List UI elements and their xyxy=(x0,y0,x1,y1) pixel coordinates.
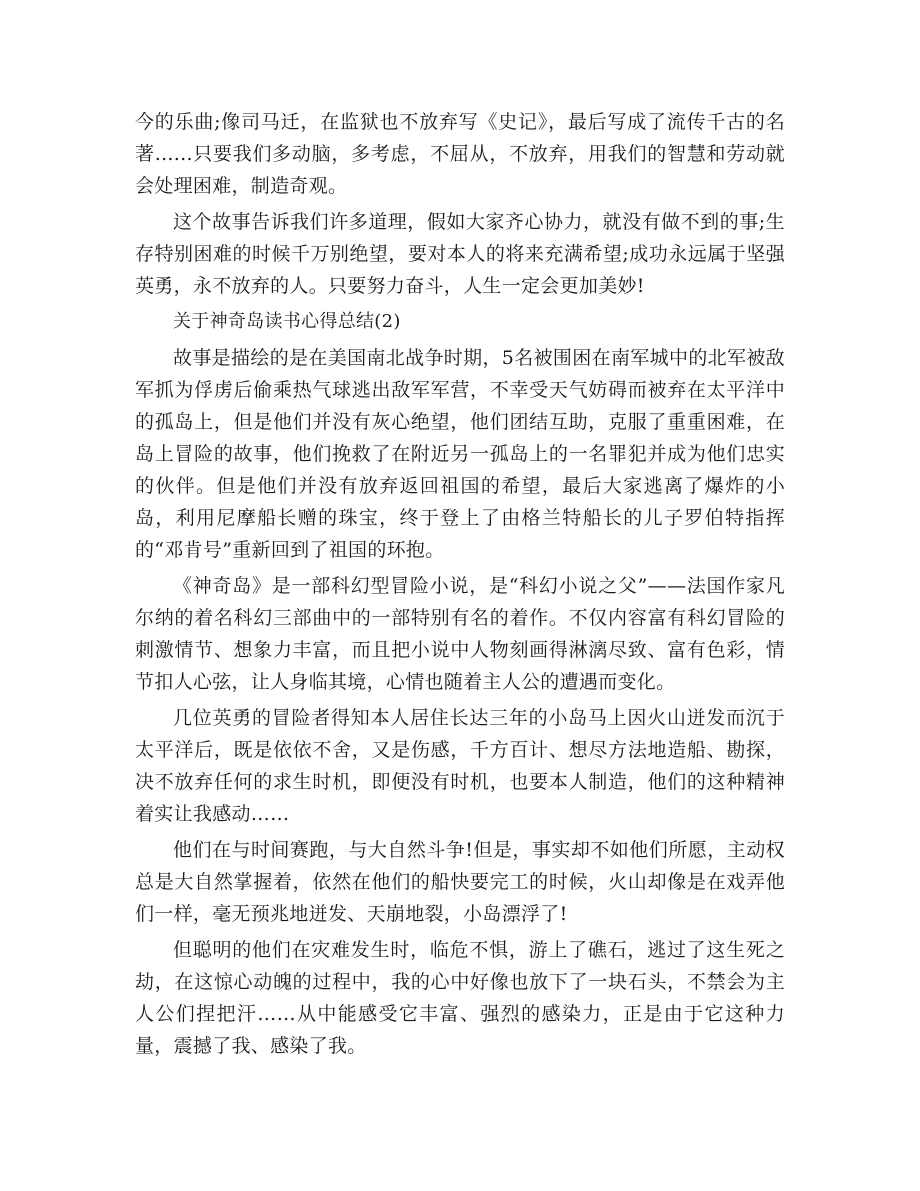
section-heading: 关于神奇岛读书心得总结(2) xyxy=(173,311,401,332)
paragraph-race-against-time: 他们在与时间赛跑，与大自然斗争!但是，事实却不如他们所愿，主动权总是大自然掌握着，依然在他们的船快要完工的时候，火山却像是在戏弄他们一样，毫无预兆地迸发、天崩地裂，小岛漂浮了! xyxy=(135,839,785,925)
paragraph-lessons: 这个故事告诉我们许多道理，假如大家齐心协力，就没有做不到的事;生存特别困难的时候千万别绝望，要对本人的将来充满希望;成功永远属于坚强英勇，永不放弃的人。只要努力奋斗，人生一定会更加美妙! xyxy=(135,211,785,297)
paragraph-conclusion: 但聪明的他们在灾难发生时，临危不惧，游上了礁石，逃过了这生死之劫，在这惊心动魄的过程中，我的心中好像也放下了一块石头，不禁会为主人公们捏把汗……从中能感受它丰富、强烈的感染力，正是由于它这种力量，震撼了我、感染了我。 xyxy=(135,939,785,1057)
paragraph-story-summary: 故事是描绘的是在美国南北战争时期，5名被围困在南军城中的北军被敌军抓为俘虏后偷乘热气球逃出敌军军营，不幸受天气妨碍而被弃在太平洋中的孤岛上，但是他们并没有灰心绝望，他们团结互助，克服了重重困难，在岛上冒险的故事，他们挽救了在附近另一孤岛上的一名罪犯并成为他们忠实的伙伴。但是他们并没有放弃返回祖国的希望，最后大家逃离了爆炸的小岛，利用尼摩船长赠的珠宝，终于登上了由格兰特船长的儿子罗伯特指挥的“邓肯号”重新回到了祖国的环抱。 xyxy=(135,347,785,561)
paragraph-continuation: 今的乐曲;像司马迁，在监狱也不放弃写《史记》，最后写成了流传千古的名著......只要我们多动脑，多考虑，不屈从，不放弃，用我们的智慧和劳动就会处理困难，制造奇观。 xyxy=(135,111,785,197)
document-body xyxy=(135,106,785,1066)
paragraph-novel-intro: 《神奇岛》是一部科幻型冒险小说，是“科幻小说之父”——法国作家凡尔纳的着名科幻三部曲中的一部特别有名的着作。不仅内容富有科幻冒险的刺激情节、想象力丰富，而且把小说中人物刻画得淋漓尽致、富有色彩，情节扣人心弦，让人身临其境，心情也随着主人公的遭遇而变化。 xyxy=(135,575,785,693)
paragraph-adventurers: 几位英勇的冒险者得知本人居住长达三年的小岛马上因火山迸发而沉于太平洋后，既是依依不舍，又是伤感，千方百计、想尽方法地造船、勘探，决不放弃任何的求生时机，即便没有时机，也要本人制造，他们的这种精神着实让我感动…… xyxy=(135,707,785,825)
